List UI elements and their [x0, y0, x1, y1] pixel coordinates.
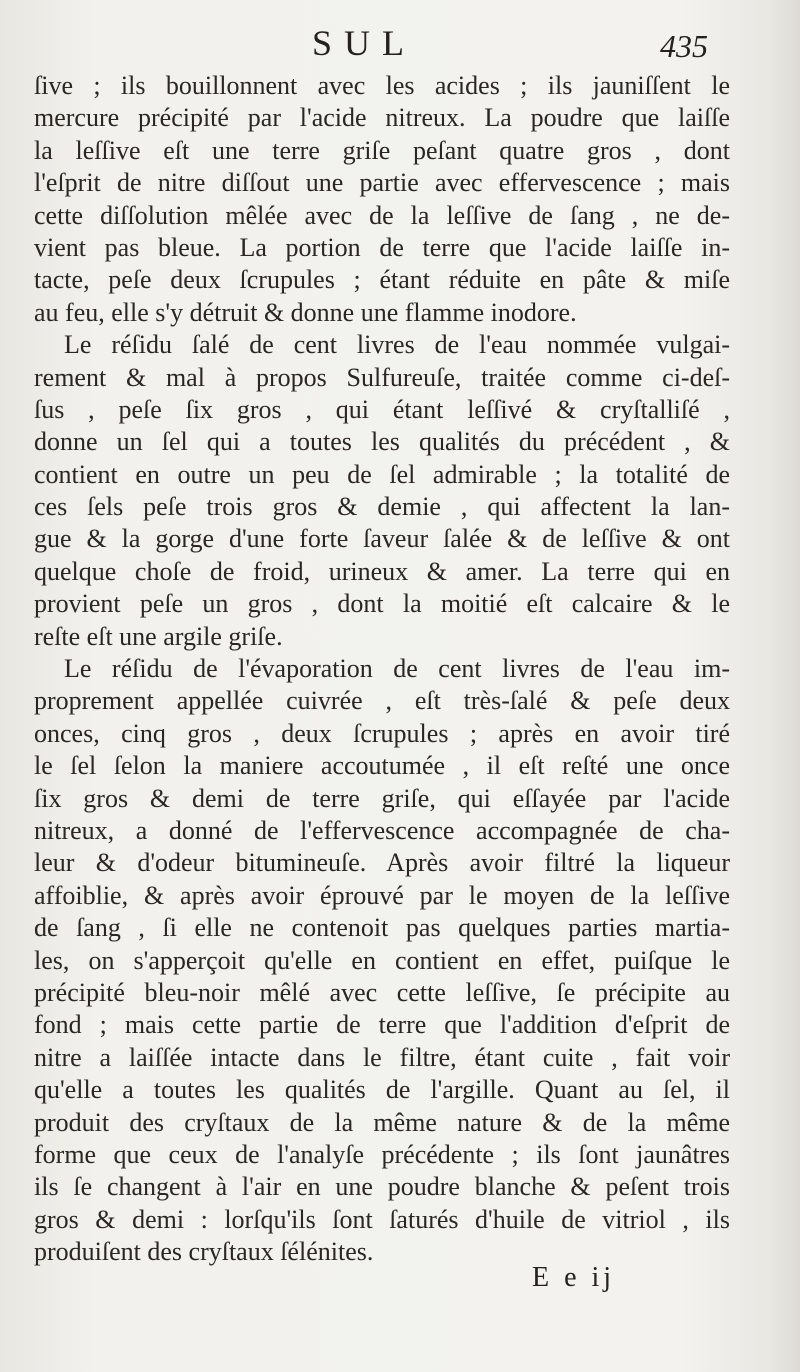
catchword-signature: E e ij — [532, 1262, 616, 1293]
text-line: vient pas bleue. La portion de terre que l'acide laiſſe in- — [34, 232, 730, 262]
text-line: le ſel ſelon la maniere accoutumée , il eſt reſté une once — [34, 751, 730, 781]
text-line: ces ſels peſe trois gros & demie , qui affectent la lan- — [34, 492, 730, 522]
text-line: proprement appellée cuivrée , eſt très-ſalé & peſe deux — [34, 686, 730, 716]
text-line: gue & la gorge d'une forte ſaveur ſalée & de leſſive & ont — [34, 524, 730, 554]
page-edge-shadow — [770, 0, 800, 1372]
running-head — [0, 18, 800, 68]
text-line: provient peſe un gros , dont la moitié eſt calcaire & le — [34, 589, 730, 619]
text-line: reſte eſt une argile griſe. — [34, 621, 283, 651]
running-head-title: SUL — [312, 23, 417, 63]
text-line: ſus , peſe ſix gros , qui étant leſſivé & cryſtalliſé , — [34, 394, 730, 424]
text-line: leur & d'odeur bitumineuſe. Après avoir filtré la liqueur — [34, 848, 730, 878]
paragraph-start-line: Le réſidu ſalé de cent livres de l'eau nommée vulgai- — [64, 330, 730, 360]
text-line: gros & demi : lorſqu'ils ſont ſaturés d'huile de vitriol , ils — [34, 1204, 730, 1234]
text-line: de ſang , ſi elle ne contenoit pas quelques parties martia- — [34, 913, 730, 943]
text-line: précipité bleu-noir mêlé avec cette leſſive, ſe précipite au — [34, 977, 730, 1007]
text-line: rement & mal à propos Sulfureuſe, traitée comme ci-deſ- — [34, 362, 730, 392]
paragraph-start-line: Le réſidu de l'évaporation de cent livres de l'eau im- — [64, 654, 730, 684]
text-line: ſive ; ils bouillonnent avec les acides ; ils jauniſſent le — [34, 71, 730, 100]
text-line: donne un ſel qui a toutes les qualités du précédent , & — [34, 427, 730, 457]
text-line: quelque choſe de froid, urineux & amer. La terre qui en — [34, 556, 730, 586]
text-line: affoiblie, & après avoir éprouvé par le moyen de la leſſive — [34, 880, 730, 910]
text-line: qu'elle a toutes les qualités de l'argille. Quant au ſel, il — [34, 1075, 730, 1105]
text-line: mercure précipité par l'acide nitreux. La poudre que laiſſe — [34, 103, 730, 133]
text-line: onces, cinq gros , deux ſcrupules ; après en avoir tiré — [34, 718, 730, 748]
page-number: 435 — [660, 28, 708, 64]
text-line: nitreux, a donné de l'effervescence accompagnée de cha- — [34, 815, 730, 845]
text-line: forme que ceux de l'analyſe précédente ; ils ſont jaunâtres — [34, 1139, 730, 1169]
body-text — [34, 70, 730, 1268]
text-line: les, on s'apperçoit qu'elle en contient en effet, puiſque le — [34, 945, 730, 975]
text-line: tacte, peſe deux ſcrupules ; étant réduite en pâte & miſe — [34, 265, 730, 295]
text-line: l'eſprit de nitre diſſout une partie avec effervescence ; mais — [34, 168, 730, 198]
text-line: contient en outre un peu de ſel admirable ; la totalité de — [34, 459, 730, 489]
text-line: produit des cryſtaux de la même nature & de la même — [34, 1107, 730, 1137]
text-line: au feu, elle s'y détruit & donne une flamme inodore. — [34, 297, 577, 327]
text-line: produiſent des cryſtaux ſélénites. — [34, 1237, 374, 1267]
text-line: ils ſe changent à l'air en une poudre blanche & peſent trois — [34, 1172, 730, 1202]
text-line: fond ; mais cette partie de terre que l'addition d'eſprit de — [34, 1010, 730, 1040]
text-line: ſix gros & demi de terre griſe, qui eſſayée par l'acide — [34, 783, 730, 813]
text-line: nitre a laiſſée intacte dans le filtre, étant cuite , fait voir — [34, 1042, 730, 1072]
text-line: la leſſive eſt une terre griſe peſant quatre gros , dont — [34, 135, 730, 165]
text-line: cette diſſolution mêlée avec de la leſſive de ſang , ne de- — [34, 200, 730, 230]
